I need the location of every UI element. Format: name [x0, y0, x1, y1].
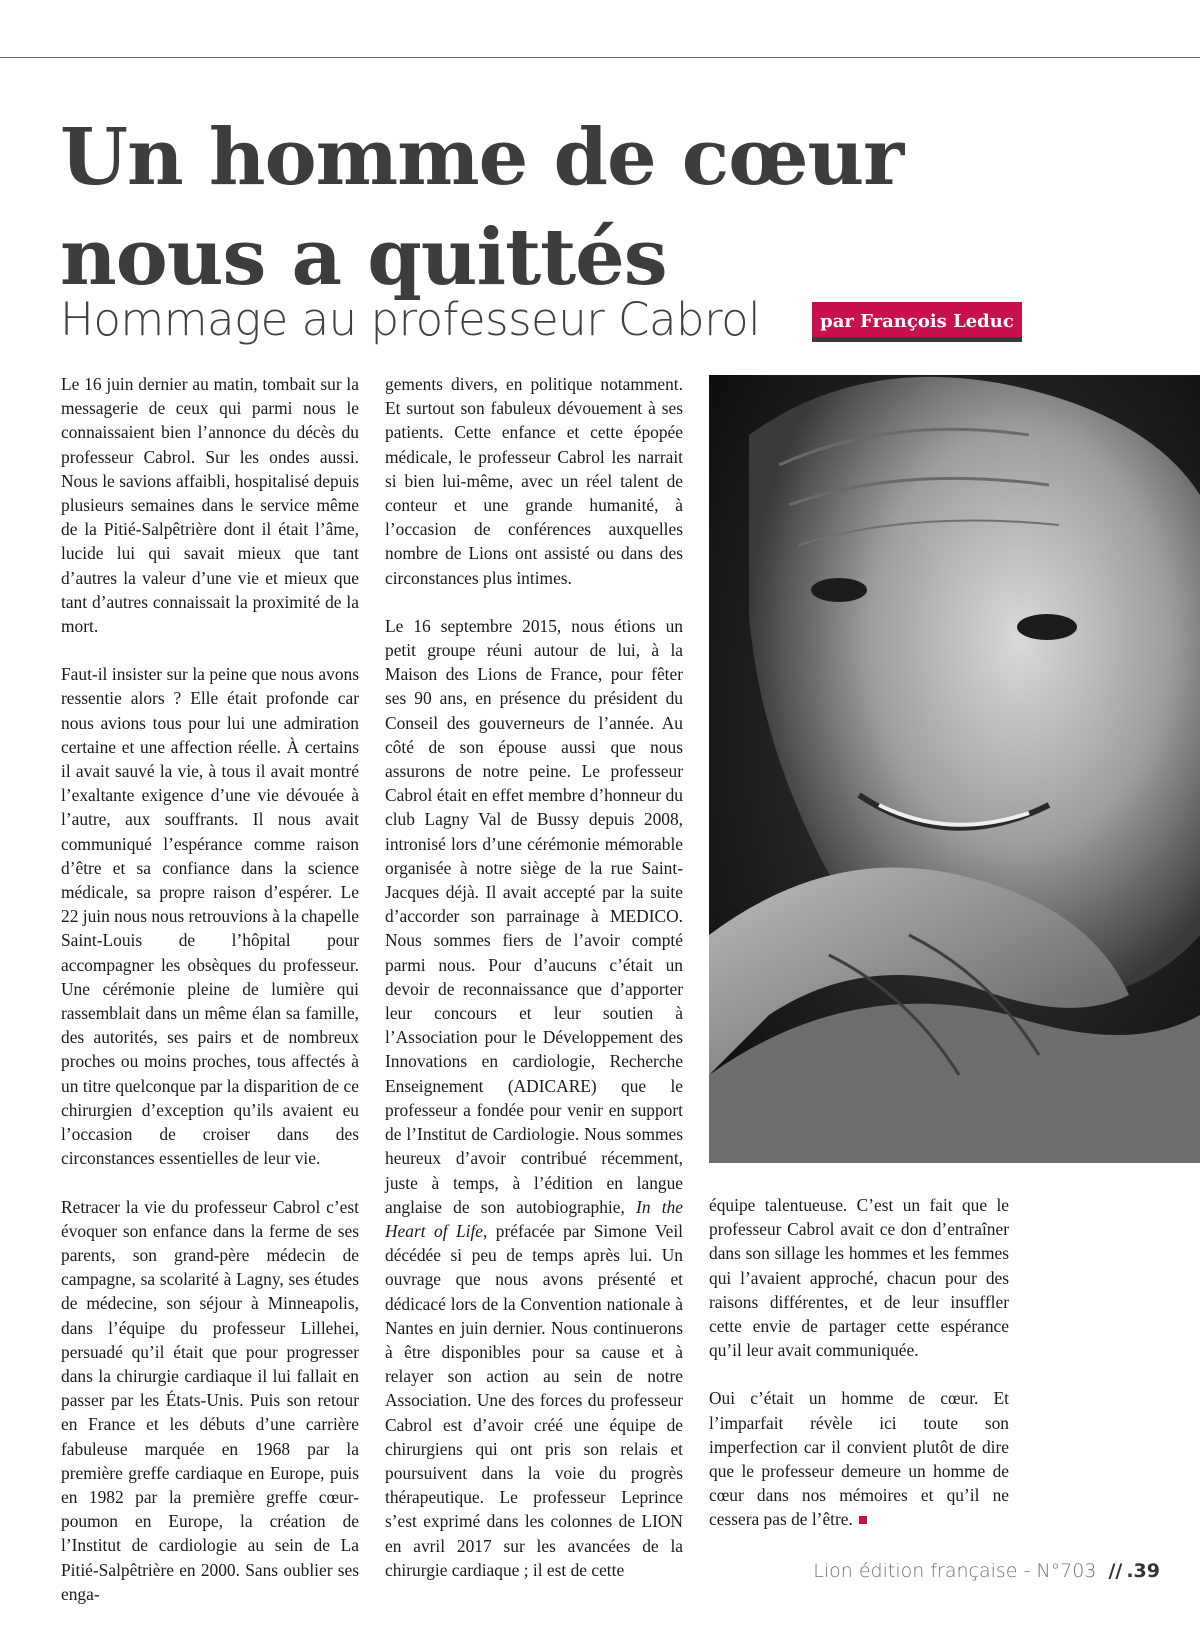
- paragraph-text: Le 16 septembre 2015, nous étions un petit groupe réuni autour de lui, à la Maison des Lions de France, pour fêter ses 90 ans, en présence du président du Conseil des gouverneurs de l’année. Au côté de son épouse aussi que nous assurons de notre peine. Le professeur Cabrol était en effet membre d’honneur du club Lagny Val de Bussy depuis 2008, intronisé lors d’une cérémonie mémorable organisée à notre siège de la rue Saint-Jacques déjà. Il avait accepté par la suite d’accorder son parrainage à MEDICO. Nous sommes fiers de l’avoir compté parmi nous. Pour d’aucuns c’était un devoir de reconnaissance que d’apporter leur concours et leur soutien à l’Association pour le Développement des Innovations en cardiologie, Recherche Enseignement (ADICARE) que le professeur a fondée pour venir en support de l’Institut de Cardiologie. Nous sommes heureux d’avoir contribué récemment, juste à temps, à l’édition en langue anglaise de son autobiographie,: [385, 615, 683, 1217]
- headline-line-1: Un homme de cœur: [60, 112, 904, 203]
- publication-name: Lion édition française - N°703: [813, 1560, 1097, 1582]
- subtitle: Hommage au professeur Cabrol: [60, 293, 761, 346]
- book-title: In the Heart of Life: [385, 1196, 683, 1241]
- paragraph: [709, 1386, 1009, 1531]
- paragraph-text: Oui c’était un homme de cœur. Et l’imparfait révèle ici toute son imperfection car il convient plutôt de dire que le professeur demeure un homme de cœur dans nos mémoires et qu’il ne cessera pas de l’être.: [709, 1388, 1009, 1530]
- paragraph: Le 16 juin dernier au matin, tombait sur la messagerie de ceux qui parmi nous le connaissaient bien l’annonce du décès du professeur Cabrol. Sur les ondes aussi. Nous le savions affaibli, hospitalisé depuis plusieurs semaines dans le service même de la Pitié-Salpêtrière dont il était l’âme, lucide lui qui savait mieux que tant d’autres la valeur d’une vie et mieux que tant d’autres connaissait la proximité de la mort.: [61, 374, 359, 637]
- headline-line-2: nous a quittés: [60, 212, 667, 303]
- byline-badge: par François Leduc: [812, 302, 1022, 342]
- article-column-1: [61, 372, 359, 1630]
- article-column-3: [709, 1193, 1009, 1556]
- headline: [60, 108, 960, 308]
- page-number: .39: [1126, 1560, 1160, 1582]
- portrait-photo: [709, 375, 1200, 1163]
- paragraph: Faut-il insister sur la peine que nous avons ressentie alors ? Elle était profonde car nous avions tous pour lui une admiration certaine et une affection réelle. À certains il avait sauvé la vie, à tous il avait montré l’exaltante exigence d’une vie dévouée à l’autre, aux souffrants. Il nous avait communiqué l’espérance comme raison d’être et sa confiance dans la science médicale, sa propre raison d’espérer. Le 22 juin nous nous retrouvions à la chapelle Saint-Louis de l’hôpital pour accompagner les obsèques du professeur. Une cérémonie pleine de lumière qui rassemblait dans un même élan sa famille, des autorités, ses pairs et de nombreux proches ou moins proches, tous affectés à un titre quelconque par la disparition de ce chirurgien d’exception qu’ils avaient eu l’occasion de croiser dans des circonstances essentielles de leur vie.: [61, 664, 359, 1169]
- end-of-article-mark: [859, 1516, 867, 1524]
- top-rule: [0, 57, 1200, 58]
- page-footer: [813, 1560, 1160, 1582]
- paragraph: équipe talentueuse. C’est un fait que le professeur Cabrol avait ce don d’entraîner dans son sillage les hommes et les femmes qui l’avaient approché, chacun pour des raisons différentes, et de leur insuffler cette envie de partager cette espérance qu’il leur avait communiquée.: [709, 1195, 1009, 1361]
- article-column-2: [385, 372, 683, 1606]
- paragraph-text: , préfacée par Simone Veil décédée si peu de temps après lui. Un ouvrage que nous avons présenté et dédicacé lors de la Convention nationale à Nantes en juin dernier. Nous continuerons à être disponibles pour sa cause et à relayer son action au sein de notre Association. Une des forces du professeur Cabrol est d’avoir créé une équipe de chirurgiens qui ont pris son relais et poursuivent dans la voie du progrès thérapeutique. Le professeur Leprince s’est exprimé dans les colonnes de LION en avril 2017 sur les avancées de la chirurgie cardiaque ; il est de cette: [385, 1220, 683, 1580]
- footer-separator: //: [1108, 1560, 1123, 1582]
- paragraph: gements divers, en politique notamment. Et surtout son fabuleux dévouement à ses patients. Cette enfance et cette épopée médicale, le professeur Cabrol les narrait si bien lui-même, avec un réel talent de conteur et une grande humanité, à l’occasion de conférences auxquelles nombre de Lions ont assisté ou dans des circonstances plus intimes.: [385, 374, 683, 588]
- paragraph: Retracer la vie du professeur Cabrol c’est évoquer son enfance dans la ferme de ses parents, son grand-père médecin de campagne, sa scolarité à Lagny, ses études de médecine, son séjour à Minneapolis, dans l’équipe du professeur Lillehei, persuadé qu’il était que pour progresser dans la chirurgie cardiaque il lui fallait en passer par les États-Unis. Puis son retour en France et les débuts d’une carrière fabuleuse marquée en 1968 par la première greffe cardiaque en Europe, puis en 1982 par la première greffe cœur-poumon en Europe, la création de l’Institut de cardiologie au sein de La Pitié-Salpêtrière en 2000. Sans oublier ses enga-: [61, 1196, 359, 1604]
- paragraph: [385, 614, 683, 1582]
